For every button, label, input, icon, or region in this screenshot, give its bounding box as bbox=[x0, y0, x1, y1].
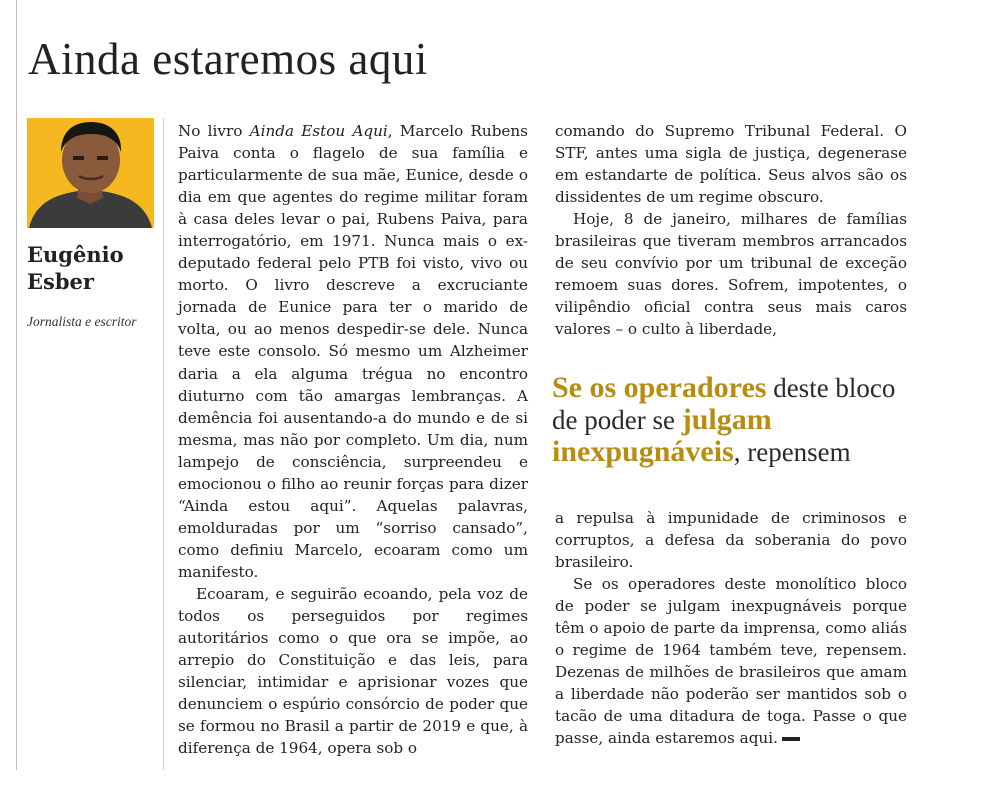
author-last-name: Esber bbox=[27, 269, 94, 294]
paragraph-1-lead: No livro bbox=[178, 122, 250, 140]
author-role: Jornalista e escritor bbox=[27, 314, 137, 329]
pull-quote-text-1: deste bloco de poder se bbox=[552, 373, 896, 435]
pull-quote-highlight-2: julgam inexpugnáveis bbox=[552, 403, 772, 468]
article-column-2-bottom bbox=[555, 507, 907, 750]
paragraph-4: Hoje, 8 de janeiro, milhares de famílias brasileiras que tiveram membros arrancados de seu convívio por um tribunal de exceção remoem suas dores. Sofrem, impotentes, o vilipêndio oficial contra seus mais caros valores – o culto à liberdade, bbox=[555, 210, 907, 339]
article-column-2-top bbox=[555, 120, 907, 340]
paragraph-3: comando do Supremo Tribunal Federal. O STF, antes uma sigla de justiça, degenerase em estandarte de política. Seus alvos são os dissidentes de um regime obscuro. bbox=[555, 122, 907, 207]
pull-quote-highlight-1: Se os operadores bbox=[552, 371, 767, 404]
author-first-name: Eugênio bbox=[27, 242, 124, 267]
article-headline: Ainda estaremos aqui bbox=[28, 34, 428, 84]
column-divider bbox=[163, 118, 164, 770]
book-title: Ainda Estou Aqui bbox=[249, 122, 388, 140]
paragraph-6-text: Se os operadores deste monolítico bloco de poder se julgam inexpugnáveis porque têm o apoio de parte da imprensa, como aliás o regime de 1964 também teve, repensem. Dezenas de milhões de brasileiros que amam a liberdade não poderão ser mantidos sob o tacão de uma ditadura de toga. Passe o que passe, ainda estaremos aqui. bbox=[555, 575, 907, 748]
paragraph-6 bbox=[555, 573, 907, 749]
paragraph-5: a repulsa à impunidade de criminosos e corruptos, a defesa da soberania do povo brasileiro. bbox=[555, 509, 907, 572]
paragraph-1 bbox=[178, 120, 528, 583]
page-left-rule bbox=[16, 0, 17, 770]
article-column-1 bbox=[178, 120, 528, 759]
end-of-article-mark bbox=[782, 737, 800, 741]
author-portrait-illustration bbox=[27, 118, 154, 228]
author-name bbox=[27, 241, 157, 295]
author-photo bbox=[27, 118, 154, 228]
paragraph-2: Ecoaram, e seguirão ecoando, pela voz de todos os perseguidos por regimes autoritários como o que ora se impõe, ao arrepio do Constituição e das leis, para silenciar, intimidar e aprisionar vozes que denunciem o espúrio consórcio de poder que se formou no Brasil a partir de 2019 e que, à diferença de 1964, opera sob o bbox=[178, 584, 528, 758]
pull-quote-text-2: , repensem bbox=[733, 437, 851, 467]
pull-quote bbox=[552, 372, 912, 468]
paragraph-1-body: , Marcelo Rubens Paiva conta o flagelo de sua família e particularmente de sua mãe, Eunice, desde o dia em que agentes do regime militar foram à casa deles levar o pai, Rubens Paiva, para interrogatório, em 1971. Nunca mais o ex-deputado federal pelo PTB foi visto, vivo ou morto. O livro descreve a excruciante jornada de Eunice para ter o marido de volta, ou ao menos despedir-se dele. Nunca teve este consolo. Só mesmo um Alzheimer daria a ela alguma trégua no encontro diuturno com tão amargas lembranças. A demência foi ausentando-a do mundo e de si mesma, mas não por completo. Um dia, num lampejo de consciência, surpreendeu e emocionou o filho ao reunir forças para dizer “Ainda estou aqui”. Aquelas palavras, emolduradas por um “sorriso cansado”, como definiu Marcelo, ecoaram como um manifesto. bbox=[178, 122, 528, 581]
